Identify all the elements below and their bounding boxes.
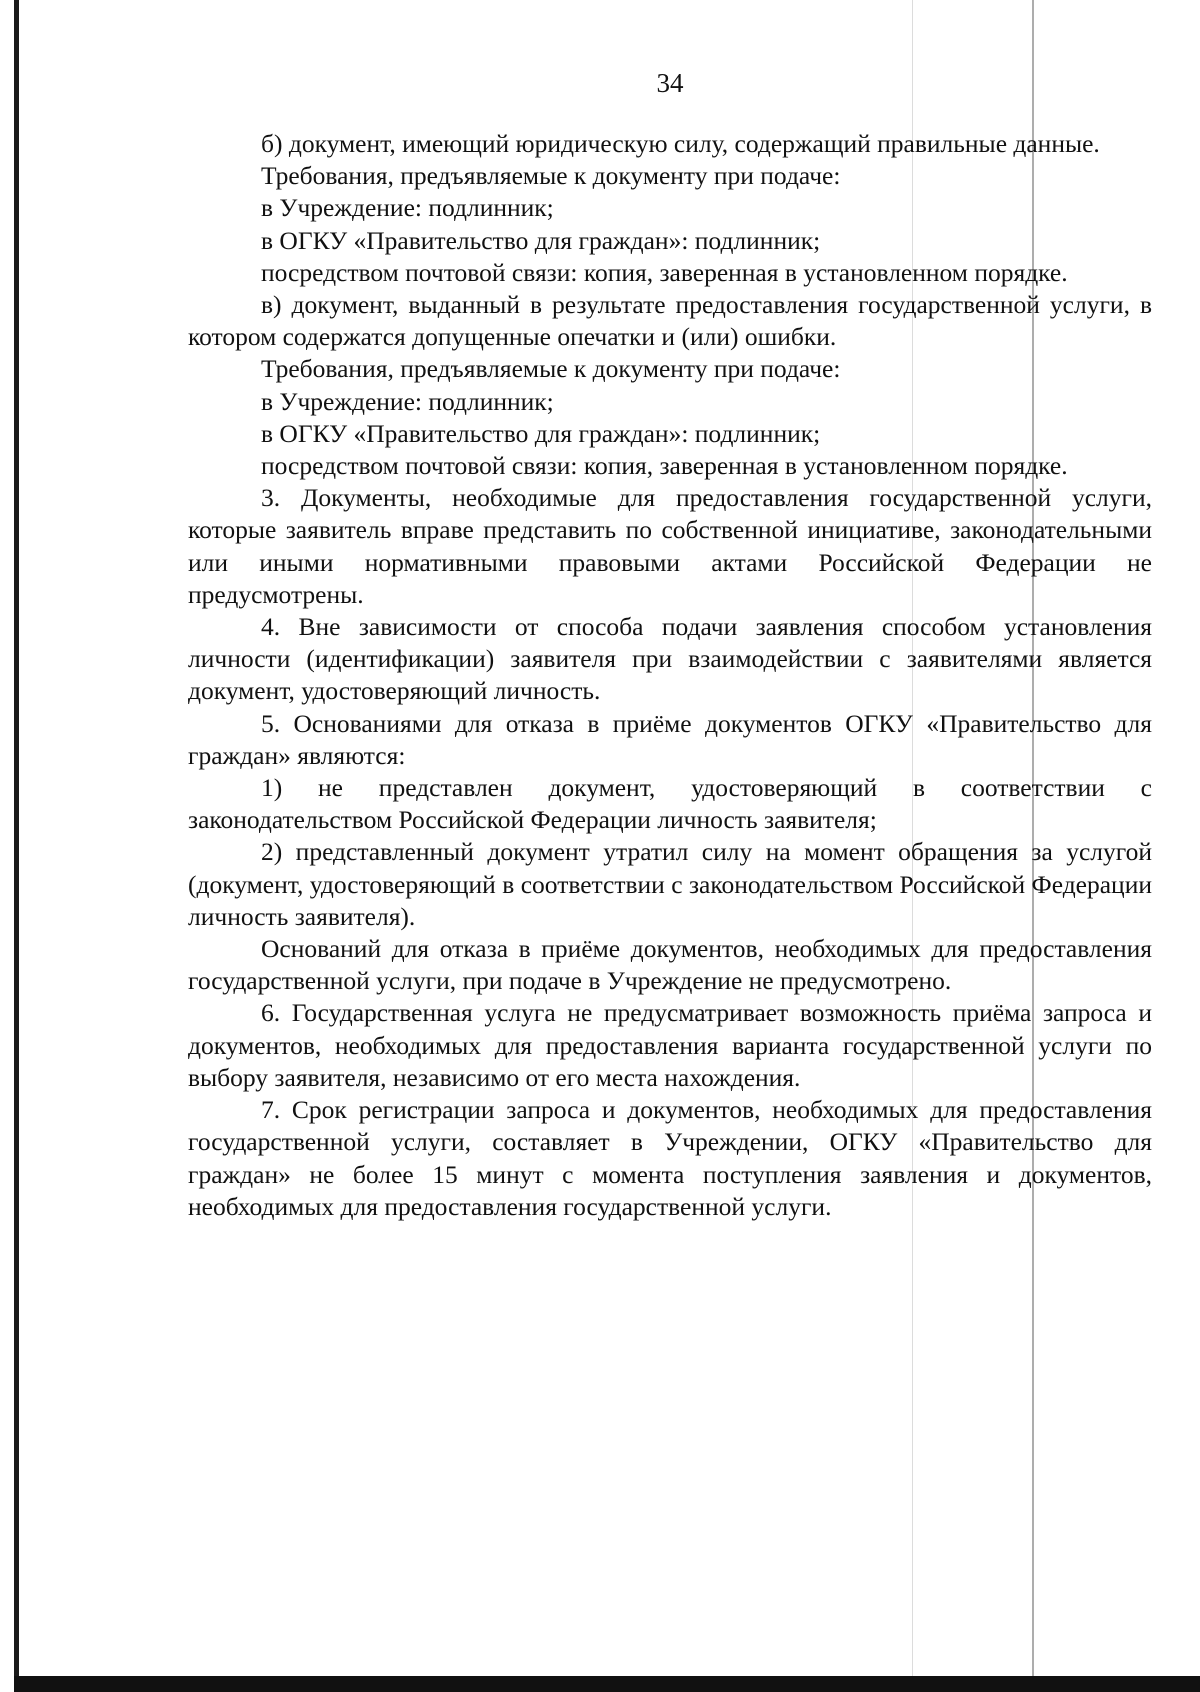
paragraph: 2) представленный документ утратил силу на момент обращения за услугой (документ, удостоверяющий в соответствии с законодательством Российской Федерации личность заявителя). — [188, 837, 1152, 931]
scan-left-edge — [14, 0, 19, 1692]
paragraph: 1) не представлен документ, удостоверяющий в соответствии с законодательством Российской Федерации личность заявителя; — [188, 773, 1152, 835]
paragraph: б) документ, имеющий юридическую силу, содержащий правильные данные. — [261, 129, 1100, 158]
paragraph: 3. Документы, необходимые для предоставления государственной услуги, которые заявитель вправе представить по собственной инициативе, законодательными или иными нормативными правовыми актами Российской Федерации не предусмотрены. — [188, 483, 1152, 609]
paragraph: Оснований для отказа в приёме документов, необходимых для предоставления государственной услуги, при подаче в Учреждение не предусмотрено. — [188, 934, 1152, 996]
page-number: 34 — [656, 68, 684, 98]
paragraph: в) документ, выданный в результате предоставления государственной услуги, в котором содержатся допущенные опечатки и (или) ошибки. — [188, 290, 1152, 352]
scan-bottom-edge — [14, 1676, 1200, 1692]
paragraph: 7. Срок регистрации запроса и документов, необходимых для предоставления государственной услуги, составляет в Учреждении, ОГКУ «Правительство для граждан» не более 15 минут с момента поступления заявления и документов, необходимых для предоставления государственной услуги. — [188, 1095, 1152, 1221]
paragraph: в ОГКУ «Правительство для граждан»: подлинник; — [261, 418, 821, 448]
paragraph: 6. Государственная услуга не предусматривает возможность приёма запроса и документов, необходимых для предоставления варианта государственной услуги по выбору заявителя, независимо от его места нахождения. — [188, 998, 1152, 1092]
paragraph: 4. Вне зависимости от способа подачи заявления способом установления личности (идентификации) заявителя при взаимодействии с заявителями является документ, удостоверяющий личность. — [188, 612, 1152, 706]
paragraph: Требования, предъявляемые к документу при подаче: — [261, 354, 841, 384]
paragraph: в Учреждение: подлинник; — [261, 193, 554, 223]
paragraph: Требования, предъявляемые к документу при подаче: — [261, 161, 841, 191]
paragraph: посредством почтовой связи: копия, заверенная в установленном порядке. — [261, 257, 1068, 287]
paragraph: в ОГКУ «Правительство для граждан»: подлинник; — [261, 225, 821, 255]
document-body — [188, 128, 1152, 1223]
paragraph: 5. Основаниями для отказа в приёме документов ОГКУ «Правительство для граждан» являются: — [188, 708, 1152, 770]
paragraph: посредством почтовой связи: копия, заверенная в установленном порядке. — [261, 451, 1068, 481]
paragraph: в Учреждение: подлинник; — [261, 386, 554, 416]
